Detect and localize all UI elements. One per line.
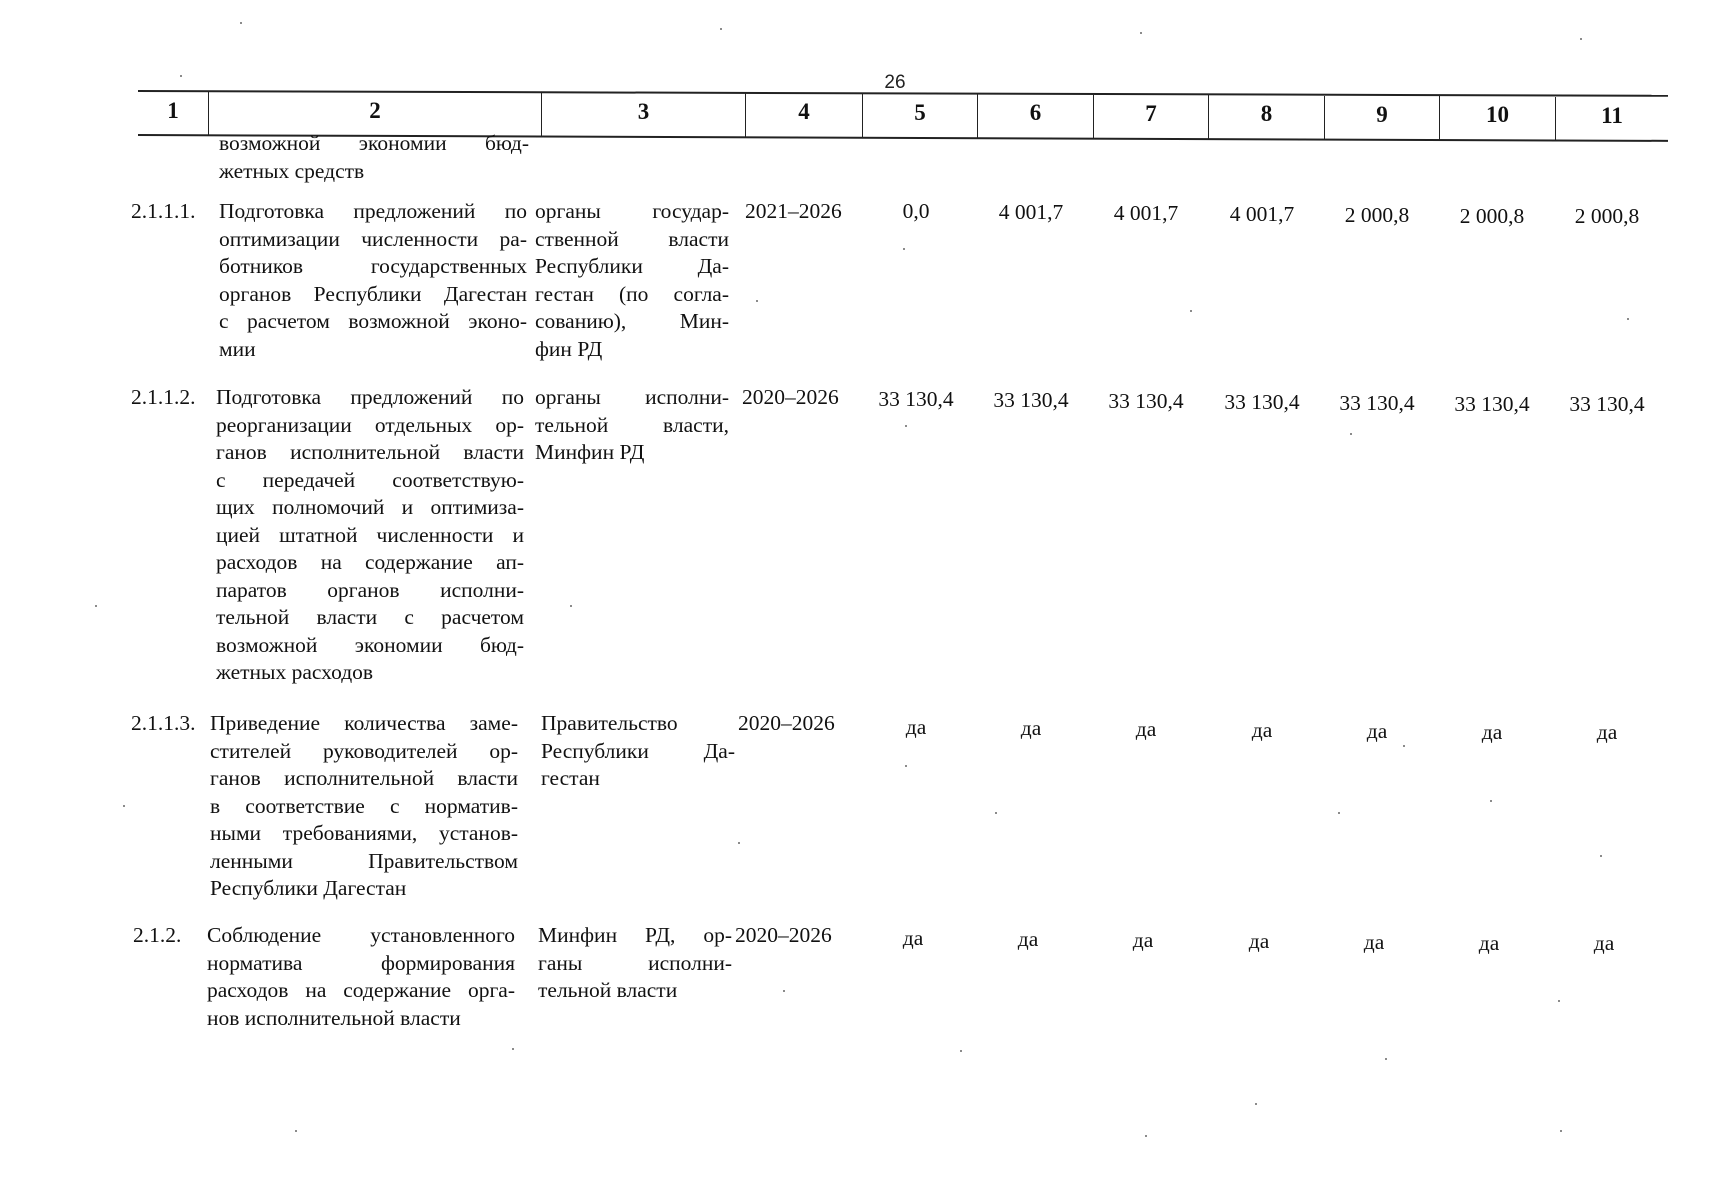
text-line: с передачей соответствую- <box>216 467 524 492</box>
text-line: Правительство <box>541 711 678 735</box>
text-line: органы исполни- <box>535 385 729 409</box>
text-line: возможной экономии бюд- <box>216 632 524 657</box>
row-responsible <box>541 710 735 793</box>
text-line: ственной власти <box>535 226 729 251</box>
text-line: ными требованиями, установ- <box>210 821 518 845</box>
row-period: 2021–2026 <box>745 199 842 223</box>
row-value-col-6: 4 001,7 <box>998 199 1064 224</box>
scan-speck <box>1190 310 1192 312</box>
scan-speck <box>1403 745 1405 747</box>
text-line: в соответствие с норматив- <box>210 793 518 818</box>
header-cell-5: 5 <box>862 94 977 138</box>
text-line: жетных расходов <box>216 660 374 684</box>
text-line: сованию), Мин- <box>535 309 729 333</box>
text-line: ботников государственных <box>219 254 527 278</box>
text-line: ганов исполнительной власти <box>210 766 518 790</box>
scan-speck <box>905 765 907 767</box>
scan-speck <box>123 805 125 807</box>
text-line: оптимизации численности ра- <box>219 226 527 251</box>
row-value-col-10: да <box>1481 719 1503 744</box>
scan-speck <box>1140 32 1142 34</box>
text-line: жетных средств <box>219 158 365 183</box>
row-value-col-10: да <box>1478 930 1500 955</box>
text-line: Подготовка предложений по <box>216 385 524 409</box>
scan-speck <box>295 1130 297 1132</box>
row-value-col-5: 0,0 <box>902 199 930 223</box>
row-value-col-9: 33 130,4 <box>1339 390 1415 415</box>
row-value-col-9: да <box>1366 718 1388 743</box>
row-value-col-8: 33 130,4 <box>1224 389 1300 414</box>
scan-speck <box>995 812 997 814</box>
row-code: 2.1.1.3. <box>131 711 196 735</box>
scan-speck <box>738 842 740 844</box>
row-value-col-10: 2 000,8 <box>1459 203 1525 228</box>
scan-speck <box>1255 1103 1257 1105</box>
row-value-col-6: 33 130,4 <box>993 387 1069 412</box>
scan-speck <box>903 248 905 250</box>
scan-speck <box>783 990 785 992</box>
row-value-col-11: да <box>1593 931 1615 956</box>
row-code: 2.1.1.1. <box>131 199 196 223</box>
scan-speck <box>1350 433 1352 435</box>
row-value-col-8: 4 001,7 <box>1229 201 1295 226</box>
text-line: реорганизации отдельных ор- <box>216 412 524 437</box>
row-description <box>210 710 518 903</box>
text-line: Соблюдение установленного <box>207 923 515 947</box>
text-line: расходов на содержание ап- <box>216 550 524 574</box>
row-responsible <box>535 384 729 467</box>
row-value-col-9: да <box>1363 929 1385 954</box>
text-line: нов исполнительной власти <box>207 1005 461 1030</box>
row-value-col-5: да <box>902 926 924 950</box>
row-code: 2.1.2. <box>133 923 182 947</box>
row-period: 2020–2026 <box>738 711 835 735</box>
scan-speck <box>1627 318 1629 320</box>
row-value-col-6: да <box>1020 715 1042 740</box>
row-value-col-5: 33 130,4 <box>878 387 954 411</box>
text-line: норматива формирования <box>207 950 515 975</box>
text-line: стителей руководителей ор- <box>210 738 518 763</box>
scan-speck <box>1490 800 1492 802</box>
scan-speck <box>1600 855 1602 857</box>
scan-speck <box>1385 1058 1387 1060</box>
row-code: 2.1.1.2. <box>131 385 196 409</box>
text-line: гестан (по согла- <box>535 281 729 306</box>
text-line: цией штатной численности и <box>216 522 524 547</box>
header-cell-1: 1 <box>167 98 179 123</box>
row-value-col-10: 33 130,4 <box>1454 391 1530 416</box>
text-line: Минфин РД, ор- <box>538 923 732 947</box>
scan-speck <box>1145 1135 1147 1137</box>
row-value-col-8: да <box>1248 928 1270 953</box>
scan-speck <box>1580 38 1582 40</box>
scan-speck <box>1560 1130 1562 1132</box>
text-line: паратов органов исполни- <box>216 577 524 602</box>
scan-speck <box>1558 1000 1560 1002</box>
header-cell-6: 6 <box>977 94 1093 138</box>
scan-speck <box>720 28 722 30</box>
header-cell-3: 3 <box>541 93 745 137</box>
row-value-col-7: да <box>1132 927 1154 952</box>
text-line: Приведение количества заме- <box>210 711 518 735</box>
scan-speck <box>95 605 97 607</box>
text-line: Республики Дагестан <box>210 876 407 900</box>
text-line: органы государ- <box>535 199 729 223</box>
row-value-col-7: 33 130,4 <box>1108 388 1184 413</box>
row-description <box>216 384 524 687</box>
scan-speck <box>512 1048 514 1050</box>
text-line: тельной власти, <box>535 412 729 437</box>
header-cell-10: 10 <box>1439 96 1555 140</box>
text-line: расходов на содержание орга- <box>207 978 515 1002</box>
page-number: 26 <box>884 72 906 93</box>
text-line: щих полномочий и оптимиза- <box>216 495 524 519</box>
text-line: Подготовка предложений по <box>219 199 527 223</box>
row-value-col-8: да <box>1251 717 1273 742</box>
row-value-col-11: 2 000,8 <box>1574 204 1640 229</box>
row-responsible <box>538 922 732 1005</box>
text-line: тельной власти с расчетом <box>216 605 524 629</box>
text-line: возможной экономии бюд- <box>219 131 529 155</box>
text-line: ганов исполнительной власти <box>216 440 524 464</box>
text-line: тельной власти <box>538 978 678 1002</box>
row-value-col-11: 33 130,4 <box>1569 392 1645 417</box>
header-cell-11: 11 <box>1555 97 1668 141</box>
header-cell-8: 8 <box>1208 95 1324 139</box>
text-line: ленными Правительством <box>210 848 518 873</box>
text-line: гестан <box>541 766 600 790</box>
text-line: мии <box>219 336 256 361</box>
scan-speck <box>905 425 907 427</box>
header-cell-2: 2 <box>208 92 541 136</box>
row-value-col-11: да <box>1596 720 1618 745</box>
header-cell-4: 4 <box>745 93 862 137</box>
text-line: ганы исполни- <box>538 950 732 975</box>
continuation-text <box>219 130 529 185</box>
row-value-col-7: да <box>1135 716 1157 741</box>
row-description <box>219 198 527 363</box>
row-value-col-9: 2 000,8 <box>1344 202 1410 227</box>
row-period: 2020–2026 <box>742 385 839 409</box>
row-value-col-7: 4 001,7 <box>1113 200 1179 225</box>
scan-speck <box>1338 812 1340 814</box>
text-line: Республики Да- <box>535 254 729 278</box>
text-line: Республики Да- <box>541 738 735 763</box>
row-responsible <box>535 198 729 363</box>
header-cell-7: 7 <box>1093 95 1208 139</box>
row-period: 2020–2026 <box>735 923 832 947</box>
row-value-col-6: да <box>1017 926 1039 951</box>
scan-speck <box>180 75 182 77</box>
text-line: Минфин РД <box>535 440 645 464</box>
scan-speck <box>240 22 242 24</box>
header-cell-9: 9 <box>1324 96 1439 140</box>
text-line: с расчетом возможной эконо- <box>219 309 527 333</box>
scan-speck <box>756 300 758 302</box>
scan-speck <box>570 605 572 607</box>
row-description <box>207 922 515 1032</box>
text-line: фин РД <box>535 336 603 361</box>
scan-speck <box>960 1050 962 1052</box>
text-line: органов Республики Дагестан <box>219 281 527 306</box>
row-value-col-5: да <box>905 715 927 739</box>
